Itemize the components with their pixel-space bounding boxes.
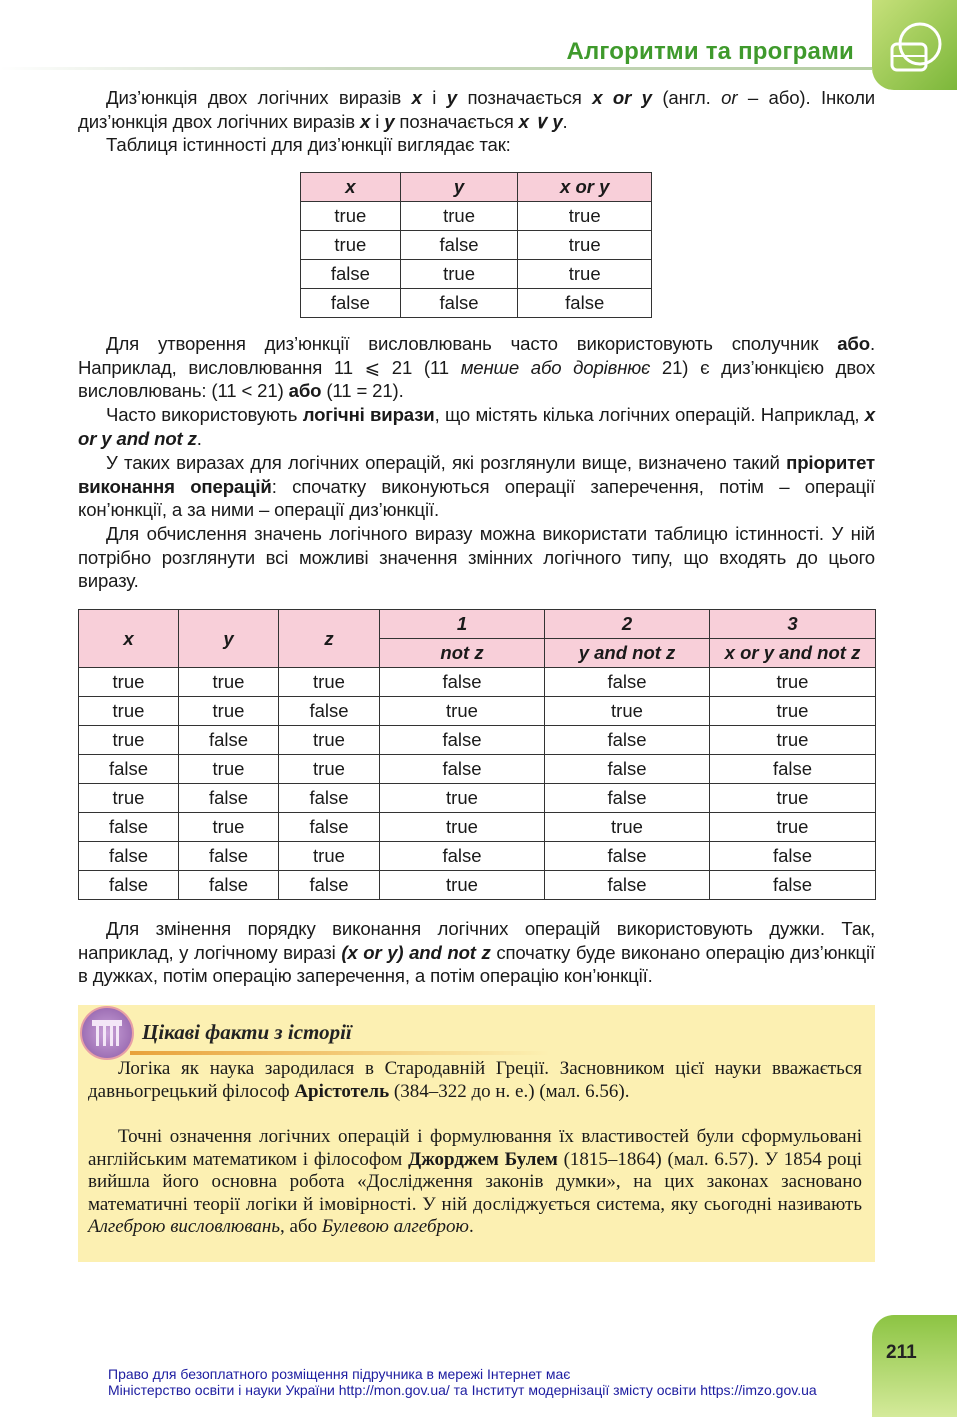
text-run: і: [370, 110, 385, 132]
table-cell: true: [279, 842, 380, 871]
table-row: [79, 871, 876, 900]
step-number-cell: 2: [545, 610, 710, 639]
table-cell: false: [545, 726, 710, 755]
header-cell: x: [79, 610, 179, 668]
title-underline: [130, 1051, 550, 1055]
header-cell: y: [400, 173, 518, 202]
text-run: Для утворення диз’юнкції висловлювань часто використовують сполучник: [106, 333, 838, 354]
table-cell: false: [545, 842, 710, 871]
table-cell: true: [380, 871, 545, 900]
table-cell: false: [301, 289, 401, 318]
text-run: У таких виразах для логічних операцій, які розглянули вище, визначено такий: [106, 452, 787, 473]
emphasis-text: y: [384, 110, 395, 132]
header-cell: z: [279, 610, 380, 668]
emphasis-text: пріоритет виконання операцій: [78, 452, 875, 497]
table-header-row: [301, 173, 652, 202]
header-cell: x: [301, 173, 401, 202]
history-facts-title: Цікаві факти з історії: [142, 1020, 352, 1044]
table-cell: false: [380, 755, 545, 784]
table-cell: true: [179, 697, 279, 726]
table-row: [79, 668, 876, 697]
table-cell: false: [279, 871, 380, 900]
emphasis-text: Арістотель: [294, 1080, 390, 1102]
table-cell: false: [545, 784, 710, 813]
table-cell: true: [279, 726, 380, 755]
table-cell: true: [179, 755, 279, 784]
header-cell: not z: [380, 639, 545, 668]
table-cell: false: [179, 842, 279, 871]
table-cell: false: [545, 668, 710, 697]
text-run: .: [196, 427, 202, 449]
table-cell: true: [179, 668, 279, 697]
emphasis-text: x ∨ y: [518, 110, 563, 132]
table-cell: true: [710, 726, 876, 755]
table-cell: true: [710, 668, 876, 697]
text-run: Диз’юнкція двох логічних виразів: [106, 87, 412, 108]
paragraph-parentheses: [78, 917, 875, 988]
fact-paragraph-aristotle: [88, 1058, 862, 1103]
emphasis-text: Джорджем Булем: [408, 1148, 558, 1170]
table-row: [79, 813, 876, 842]
expression-truth-table: [78, 609, 876, 900]
table-cell: false: [279, 697, 380, 726]
paragraph-or-conjunction: [78, 332, 875, 403]
table-cell: false: [400, 289, 518, 318]
table-row: [301, 289, 652, 318]
footer-line-1: Право для безоплатного розміщення підручника в мережі Інтернет має: [108, 1366, 571, 1382]
table-row: [301, 202, 652, 231]
table-cell: true: [710, 813, 876, 842]
emphasis-text: (x or y) and not z: [341, 941, 491, 963]
table-cell: false: [79, 842, 179, 871]
computer-icon: [886, 18, 946, 78]
text-run: .: [468, 1216, 474, 1237]
table-row: [79, 726, 876, 755]
text-run: і: [421, 87, 447, 108]
table-row: [79, 842, 876, 871]
table-cell: true: [710, 697, 876, 726]
paragraph-disjunction-intro: [78, 86, 875, 133]
emphasis-text: x or y and not z: [78, 404, 875, 449]
text-run: : спочатку виконуються операції заперечення, потім – операції кон’юнкції, а за ними – операції диз’юнкції.: [78, 475, 875, 520]
text-run: , або: [280, 1216, 322, 1237]
table-row: [79, 784, 876, 813]
text-run: .: [562, 110, 568, 132]
table-cell: false: [179, 871, 279, 900]
text-run: 21) є диз’юнкцією двох висловлювань: (11 < 21): [78, 356, 876, 401]
table-cell: false: [380, 842, 545, 871]
text-run: – або). Інколи диз’юнкція двох логічних виразів: [78, 87, 876, 132]
header-cell: y: [179, 610, 279, 668]
table-cell: false: [179, 784, 279, 813]
table-cell: false: [79, 813, 179, 842]
table-cell: true: [518, 202, 652, 231]
table-cell: false: [79, 871, 179, 900]
table-cell: false: [710, 755, 876, 784]
table-cell: true: [380, 784, 545, 813]
emphasis-text: y: [446, 87, 457, 108]
emphasis-text: логічні вирази: [302, 404, 435, 425]
table-cell: false: [380, 726, 545, 755]
header-divider: [0, 67, 872, 70]
table-cell: false: [518, 289, 652, 318]
emphasis-text: x: [359, 110, 371, 132]
text-run: спочатку буде виконано операцію диз’юнкції в дужках, потім операцію заперечення, а потім операцію кон’юнкції.: [78, 941, 875, 986]
table-cell: true: [279, 668, 380, 697]
emphasis-text: або: [288, 380, 322, 401]
table-cell: true: [301, 231, 401, 260]
table-header-row: [79, 610, 876, 639]
table-row: [79, 755, 876, 784]
table-cell: true: [518, 231, 652, 260]
table-cell: true: [545, 697, 710, 726]
table-cell: true: [79, 784, 179, 813]
page-number: 211: [886, 1342, 917, 1363]
table-cell: false: [380, 668, 545, 697]
emphasis-text: x or y: [592, 87, 652, 108]
emphasis-text: Алгеброю висловлювань: [88, 1216, 281, 1237]
paragraph-priority: [78, 451, 875, 522]
table-cell: true: [400, 260, 518, 289]
copyright-footer: [108, 1366, 817, 1398]
paragraph-logical-expressions: [78, 403, 875, 450]
text-run: (11 = 21).: [321, 380, 404, 401]
table-cell: false: [301, 260, 401, 289]
table-row: [79, 697, 876, 726]
table-cell: false: [179, 726, 279, 755]
table-cell: true: [518, 260, 652, 289]
header-cell: x or y: [518, 173, 652, 202]
table-cell: false: [545, 755, 710, 784]
text-run: позначається: [394, 110, 519, 132]
table-cell: true: [79, 726, 179, 755]
text-run: , що містять кілька логічних операцій. Наприклад,: [434, 404, 865, 425]
header-cell: x or y and not z: [710, 639, 876, 668]
text-run: . Наприклад, висловлювання 11 ⩽ 21 (11: [78, 333, 875, 378]
table-cell: true: [301, 202, 401, 231]
text-run: (384–322 до н. е.) (мал. 6.56).: [389, 1080, 630, 1102]
paragraph-truth-table: [78, 522, 875, 593]
text-run: позначається: [456, 87, 593, 108]
table-cell: false: [545, 871, 710, 900]
emphasis-text: or: [721, 87, 738, 108]
table-cell: true: [380, 697, 545, 726]
emphasis-text: Булевою алгеброю: [321, 1216, 469, 1237]
table-cell: false: [79, 755, 179, 784]
header-cell: y and not z: [545, 639, 710, 668]
text-run: Таблиця істинності для диз’юнкції виглядає так:: [106, 134, 511, 155]
chapter-tab: [872, 0, 957, 90]
table-cell: true: [545, 813, 710, 842]
table-cell: true: [79, 697, 179, 726]
paragraph-table-intro: [78, 133, 875, 157]
table-cell: false: [400, 231, 518, 260]
column-capital-icon: [80, 1006, 134, 1060]
table-row: [301, 231, 652, 260]
table-cell: true: [279, 755, 380, 784]
disjunction-truth-table: [300, 172, 652, 318]
text-run: (1815–1864) (мал. 6.57). У 1854 році вийшла його основна робота «Дослідження законів думки», на цих законах засновано математичні теорії логіки й імовірності. У ній досліджується система, яку сьогодні називають: [88, 1148, 862, 1215]
chapter-title: Алгоритми та програми: [566, 38, 854, 65]
footer-line-2: Міністерство освіти і науки України http://mon.gov.ua/ та Інститут модернізації змісту освіти https://imzo.gov.ua: [108, 1382, 817, 1398]
text-run: Точні означення логічних операцій і формулювання їх властивостей були сформульовані англійським математиком і філософом: [88, 1126, 862, 1170]
text-run: Часто використовують: [106, 404, 303, 425]
page-number-tab: [872, 1315, 957, 1417]
fact-paragraph-boole: [88, 1126, 862, 1239]
text-run: (англ.: [651, 87, 722, 108]
text-run: Для змінення порядку виконання логічних операцій використовують дужки. Так, наприклад, у логічному виразі: [78, 918, 875, 963]
table-cell: false: [279, 784, 380, 813]
table-cell: true: [179, 813, 279, 842]
step-number-cell: 3: [710, 610, 876, 639]
text-run: Логіка як наука зародилася в Стародавній Греції. Засновником цієї науки вважається давньогрецький філософ: [88, 1058, 862, 1102]
emphasis-text: або: [837, 333, 870, 354]
table-cell: true: [79, 668, 179, 697]
table-cell: true: [710, 784, 876, 813]
emphasis-text: x: [411, 87, 422, 108]
table-cell: false: [710, 842, 876, 871]
table-cell: false: [710, 871, 876, 900]
table-row: [301, 260, 652, 289]
emphasis-text: менше або дорівнює: [460, 356, 651, 378]
table-cell: false: [279, 813, 380, 842]
table-cell: true: [400, 202, 518, 231]
step-number-cell: 1: [380, 610, 545, 639]
text-run: Для обчислення значень логічного виразу можна використати таблицю істинності. У ній потрібно розглянути всі можливі значення змінних логічного типу, що входять до цього виразу.: [78, 523, 875, 591]
table-cell: true: [380, 813, 545, 842]
